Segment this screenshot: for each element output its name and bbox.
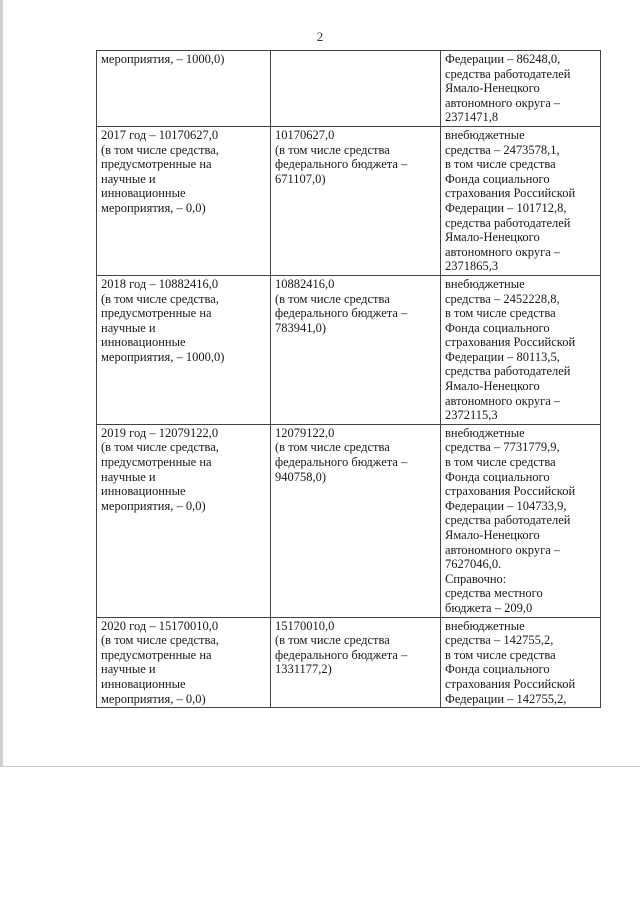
cell-text-line: Федерации – 80113,5, [445, 349, 560, 364]
cell-text-line: мероприятия, – 0,0) [101, 691, 206, 706]
cell-text-line: внебюджетные [445, 425, 525, 440]
cell-text-line: 2018 год – 10882416,0 [101, 276, 219, 291]
table-row [97, 275, 601, 424]
cell-text-line: предусмотренные на [101, 306, 212, 321]
cell-text-line: научные и [101, 662, 156, 677]
table-cell [441, 126, 601, 275]
cell-text-line: 1331177,2) [275, 662, 332, 677]
cell-text-line: предусмотренные на [101, 455, 212, 470]
table-cell [271, 275, 441, 424]
cell-text-line: (в том числе средства, [101, 633, 219, 648]
cell-text-line: Ямало-Ненецкого [445, 230, 540, 245]
cell-text-line: средства – 2473578,1, [445, 142, 560, 157]
cell-text-line: (в том числе средства [275, 291, 390, 306]
cell-text-line: мероприятия, – 1000,0) [101, 52, 225, 66]
cell-text-line: средства местного [445, 586, 543, 601]
cell-text-line: (в том числе средства [275, 440, 390, 455]
cell-text-line: Справочно: [445, 571, 507, 586]
cell-text-line: (в том числе средства, [101, 291, 219, 306]
table-cell [441, 51, 601, 127]
cell-text-line: Фонда социального [445, 469, 550, 484]
cell-text-line: 671107,0) [275, 171, 326, 186]
cell-text-line: 7627046,0. [445, 557, 502, 572]
cell-text-line: Ямало-Ненецкого [445, 528, 540, 542]
cell-text-line: 2372115,3 [445, 408, 498, 423]
table-cell [97, 617, 271, 708]
cell-text-line: средства работодателей [445, 66, 571, 81]
cell-text-line: в том числе средства [445, 306, 556, 321]
cell-text-line: бюджета – 209,0 [445, 600, 533, 615]
cell-text-line: в том числе средства [445, 455, 556, 470]
cell-text-line: автономного округа – [445, 244, 561, 259]
cell-text-line: Ямало-Ненецкого [445, 81, 540, 96]
cell-text-line: 10170627,0 [275, 127, 335, 142]
cell-text-line: инновационные [101, 186, 186, 201]
cell-text-line: автономного округа – [445, 393, 561, 408]
cell-text-line: Фонда социального [445, 320, 550, 335]
cell-text-line: Фонда социального [445, 171, 550, 186]
cell-text-line: федерального бюджета – [275, 306, 408, 321]
cell-text-line: научные и [101, 320, 156, 335]
cell-text-line: Федерации – 104733,9, [445, 498, 567, 513]
cell-text-line: научные и [101, 469, 156, 484]
cell-text-line: средства работодателей [445, 215, 571, 230]
table-row [97, 617, 601, 708]
table-cell [97, 51, 271, 127]
table-cell [271, 126, 441, 275]
cell-text-line: в том числе средства [445, 157, 556, 172]
table-cell [97, 424, 271, 617]
table-cell [441, 424, 601, 617]
cell-text-line: инновационные [101, 335, 186, 350]
table-row [97, 424, 601, 617]
cell-text-line: Федерации – 142755,2, [445, 691, 567, 706]
funding-table-body [97, 51, 601, 708]
cell-text-line: средства – 2452228,8, [445, 291, 560, 306]
cell-text-line: внебюджетные [445, 618, 525, 633]
cell-text-line: средства работодателей [445, 364, 571, 379]
cell-text-line: автономного округа – [445, 542, 561, 557]
cell-text-line: мероприятия, – 0,0) [101, 200, 206, 215]
table-cell [97, 275, 271, 424]
cell-text-line: федерального бюджета – [275, 157, 408, 172]
cell-text-line: федерального бюджета – [275, 455, 408, 470]
page-number: 2 [316, 29, 324, 44]
cell-text-line: 15170010,0 [275, 618, 335, 633]
cell-text-line: 2017 год – 10170627,0 [101, 127, 219, 142]
table-cell [97, 126, 271, 275]
cell-text-line: (в том числе средства [275, 633, 390, 648]
cell-text-line: внебюджетные [445, 276, 525, 291]
cell-text-line: 2371865,3 [445, 259, 499, 274]
cell-text-line: предусмотренные на [101, 157, 212, 172]
cell-text-line: Федерации – 86248,0, [445, 52, 561, 66]
cell-text-line: средства – 7731779,9, [445, 440, 560, 455]
table-row [97, 51, 601, 127]
cell-text-line: 12079122,0 [275, 425, 335, 440]
cell-text-line: страхования Российской [445, 335, 576, 350]
cell-text-line: 783941,0) [275, 320, 327, 335]
cell-text-line: 2019 год – 12079122,0 [101, 425, 219, 440]
table-cell [271, 617, 441, 708]
cell-text-line: (в том числе средства, [101, 142, 219, 157]
cell-text-line: (в том числе средства, [101, 440, 219, 455]
cell-text-line: 10882416,0 [275, 276, 335, 291]
cell-text-line: инновационные [101, 676, 186, 691]
cell-text-line: инновационные [101, 484, 186, 499]
scan-edge [0, 0, 3, 766]
cell-text-line: страхования Российской [445, 484, 576, 499]
cell-text-line: мероприятия, – 1000,0) [101, 349, 225, 364]
cell-text-line: 2371471,8 [445, 110, 499, 125]
cell-text-line: 940758,0) [275, 469, 327, 484]
cell-text-line: страхования Российской [445, 186, 576, 201]
cell-text-line: предусмотренные на [101, 647, 212, 662]
funding-table [96, 50, 601, 708]
table-row [97, 126, 601, 275]
cell-text-line: средства работодателей [445, 513, 571, 528]
table-cell [441, 275, 601, 424]
cell-text-line: (в том числе средства [275, 142, 390, 157]
cell-text-line: Фонда социального [445, 662, 550, 677]
cell-text-line: 2020 год – 15170010,0 [101, 618, 219, 633]
cell-text-line: Ямало-Ненецкого [445, 379, 540, 394]
cell-text-line: средства – 142755,2, [445, 633, 554, 648]
cell-text-line: автономного округа – [445, 95, 561, 110]
cell-text-line: страхования Российской [445, 676, 576, 691]
table-cell [271, 51, 441, 127]
cell-text-line: в том числе средства [445, 647, 556, 662]
cell-text-line: научные и [101, 171, 156, 186]
cell-text-line: Федерации – 101712,8, [445, 200, 567, 215]
cell-text-line: федерального бюджета – [275, 647, 408, 662]
cell-text-line: внебюджетные [445, 127, 525, 142]
table-cell [271, 424, 441, 617]
table-cell [441, 617, 601, 708]
cell-text-line: мероприятия, – 0,0) [101, 498, 206, 513]
